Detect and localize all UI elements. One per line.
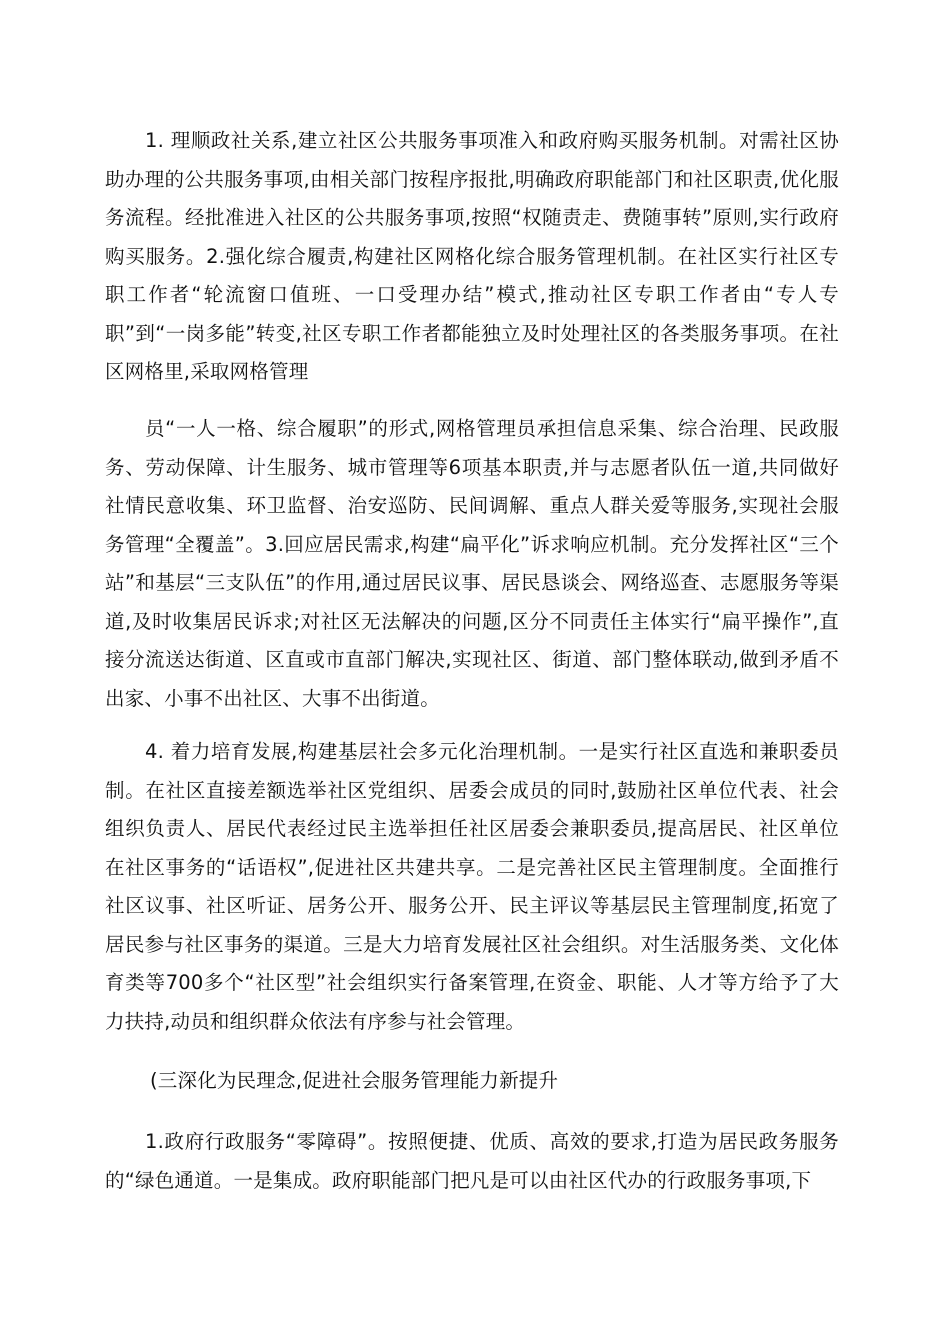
paragraph-public-service-mechanism: 1. 理顺政社关系,建立社区公共服务事项准入和政府购买服务机制。对需社区协助办理的公共服务事项,由相关部门按程序报批,明确政府职能部门和社区职责,优化服务流程。经批准进入社区的公共服务事项,按照“权随责走、费随事转”原则,实行政府购买服务。2.强化综合履责,构建社区网格化综合服务管理机制。在社区实行社区专职工作者“轮流窗口值班、一口受理办结”模式,推动社区专职工作者由“专人专职”到“一岗多能”转变,社区专职工作者都能独立及时处理社区的各类服务事项。在社区网格里,采取网格管理 xyxy=(105,129,839,383)
section-heading-service-capacity: (三深化为民理念,促进社会服务管理能力新提升 xyxy=(150,1069,559,1092)
paragraph-administrative-service: 1.政府行政服务“零障碍”。按照便捷、优质、高效的要求,打造为居民政务服务的“绿色通道。一是集成。政府职能部门把凡是可以由社区代办的行政服务事项,下 xyxy=(105,1130,839,1192)
paragraph-grid-management: 员“一人一格、综合履职”的形式,网格管理员承担信息采集、综合治理、民政服务、劳动保障、计生服务、城市管理等6项基本职责,并与志愿者队伍一道,共同做好社情民意收集、环卫监督、治安巡防、民间调解、重点人群关爱等服务,实现社会服务管理“全覆盖”。3.回应居民需求,构建“扁平化”诉求响应机制。充分发挥社区“三个站”和基层“三支队伍”的作用,通过居民议事、居民恳谈会、网络巡查、志愿服务等渠道,及时收集居民诉求;对社区无法解决的问题,区分不同责任主体实行“扁平操作”,直接分流送达街道、区直或市直部门解决,实现社区、街道、部门整体联动,做到矛盾不出家、小事不出社区、大事不出街道。 xyxy=(105,417,839,710)
paragraph-diversified-governance: 4. 着力培育发展,构建基层社会多元化治理机制。一是实行社区直选和兼职委员制。在社区直接差额选举社区党组织、居委会成员的同时,鼓励社区单位代表、社会组织负责人、居民代表经过民主选举担任社区居委会兼职委员,提高居民、社区单位在社区事务的“话语权”,促进社区共建共享。二是完善社区民主管理制度。全面推行社区议事、社区听证、居务公开、服务公开、民主评议等基层民主管理制度,拓宽了居民参与社区事务的渠道。三是大力培育发展社区社会组织。对生活服务类、文化体育类等700多个“社区型”社会组织实行备案管理,在资金、职能、人才等方给予了大力扶持,动员和组织群众依法有序参与社会管理。 xyxy=(105,740,839,1033)
